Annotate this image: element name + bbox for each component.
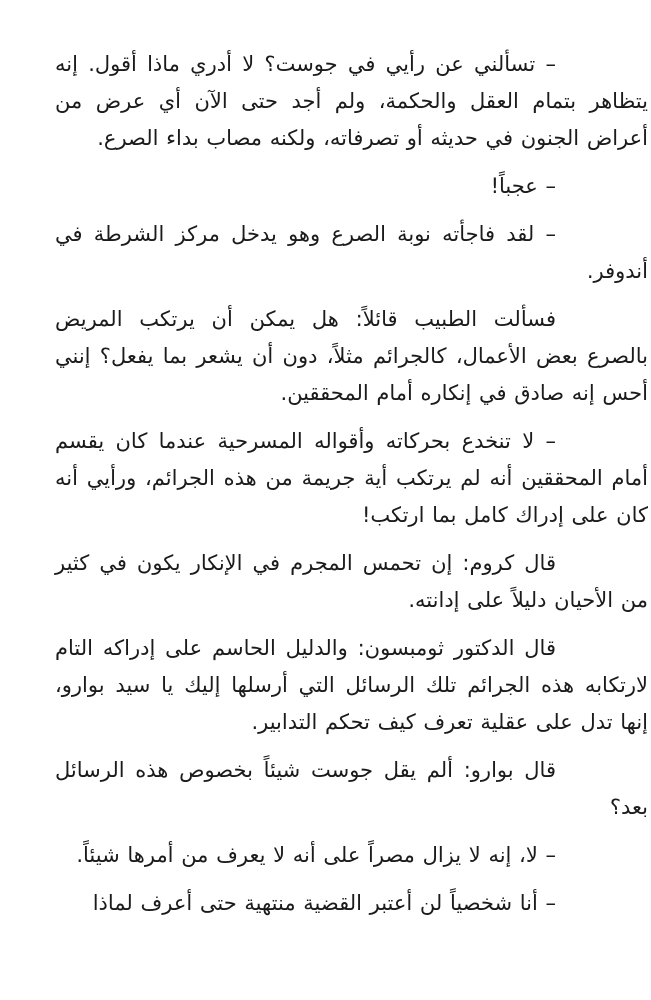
paragraph: – عجباً! — [490, 174, 556, 198]
paragraph: – أنا شخصياً لن أعتبر القضية منتهية حتى أعرف لماذا — [92, 891, 556, 915]
paragraph: قال الدكتور ثومبسون: والدليل الحاسم على إدراكه التام لارتكابه هذه الجرائم تلك الرسائل التي أرسلها إليك يا سيد بوارو، إنها تدل على عقلية تعرف كيف تحكم التدابير. — [55, 636, 648, 734]
paragraph: قال بوارو: ألم يقل جوست شيئاً بخصوص هذه الرسائل بعد؟ — [55, 758, 648, 819]
paragraph: قال كروم: إن تحمس المجرم في الإنكار يكون في كثير من الأحيان دليلاً على إدانته. — [55, 551, 648, 612]
paragraph: – لا تنخدع بحركاته وأقواله المسرحية عندما كان يقسم أمام المحققين أنه لم يرتكب أية جريمة من هذه الجرائم، ورأيي أنه كان على إدراك كامل بما ارتكب! — [55, 429, 648, 527]
paragraph: – تسألني عن رأيي في جوست؟ لا أدري ماذا أقول. إنه يتظاهر بتمام العقل والحكمة، ولم أجد حتى الآن أي عرض من أعراض الجنون في حديثه أو تصرفاته، ولكنه مصاب بداء الصرع. — [55, 52, 648, 150]
paragraph: – لقد فاجأته نوبة الصرع وهو يدخل مركز الشرطة في أندوفر. — [55, 222, 648, 283]
paragraph: – لا، إنه لا يزال مصراً على أنه لا يعرف من أمرها شيئاً. — [76, 843, 556, 867]
paragraph: فسألت الطبيب قائلاً: هل يمكن أن يرتكب المريض بالصرع بعض الأعمال، كالجرائم مثلاً، دون أن يشعر بما يفعل؟ إنني أحس إنه صادق في إنكاره أمام المحققين. — [55, 307, 648, 405]
